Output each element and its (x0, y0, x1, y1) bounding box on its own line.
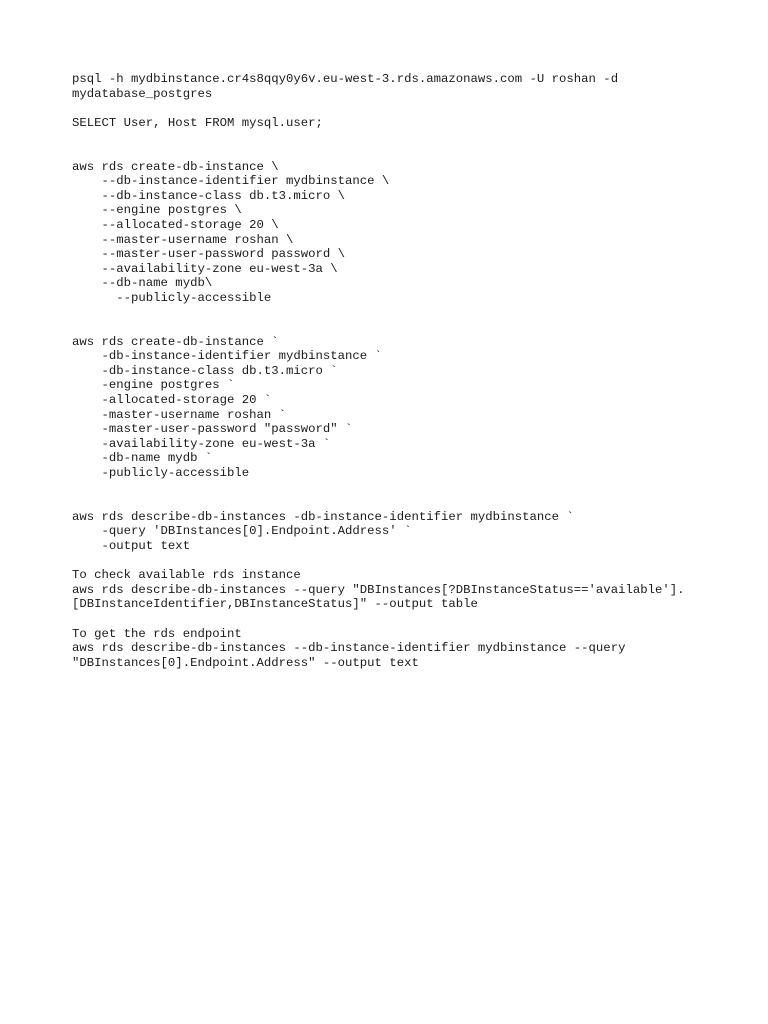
blank-line (72, 101, 732, 116)
text-line: --db-name mydb\ (72, 276, 213, 291)
blank-line (72, 130, 732, 145)
text-line: --db-instance-class db.t3.micro \ (72, 188, 346, 203)
text-line: aws rds create-db-instance \ (72, 159, 279, 174)
text-line: -master-username roshan ` (72, 407, 287, 422)
text-line: -publicly-accessible (72, 466, 250, 481)
text-line: "DBInstances[0].Endpoint.Address" --output text (72, 655, 419, 670)
text-line: -db-instance-identifier mydbinstance ` (72, 349, 382, 364)
blank-line (72, 554, 732, 569)
blank-line (72, 495, 732, 510)
text-line: -db-instance-class db.t3.micro ` (72, 363, 338, 378)
text-line: To get the rds endpoint (72, 626, 242, 641)
text-line: To check available rds instance (72, 568, 301, 583)
text-line: SELECT User, Host FROM mysql.user; (72, 115, 323, 130)
text-line: -availability-zone eu-west-3a ` (72, 436, 331, 451)
text-line: --publicly-accessible (72, 290, 272, 305)
text-line: -db-name mydb ` (72, 451, 213, 466)
blank-line (72, 320, 732, 335)
blank-line (72, 481, 732, 496)
text-line: --allocated-storage 20 \ (72, 217, 279, 232)
text-line: aws rds create-db-instance ` (72, 334, 279, 349)
text-line: -output text (72, 539, 191, 553)
text-line: --db-instance-identifier mydbinstance \ (72, 174, 390, 189)
text-line: aws rds describe-db-instances -db-instance-identifier mydbinstance ` (72, 509, 574, 524)
text-line: aws rds describe-db-instances --query "DBInstances[?DBInstanceStatus=='available']. (72, 582, 685, 597)
text-line: psql -h mydbinstance.cr4s8qqy0y6v.eu-west-3.rds.amazonaws.com -U roshan -d (72, 72, 619, 86)
text-line: --master-user-password password \ (72, 247, 346, 262)
document-body (72, 72, 732, 670)
blank-line (72, 306, 732, 321)
blank-line (72, 145, 732, 160)
text-line: --engine postgres \ (72, 203, 242, 218)
text-line: --availability-zone eu-west-3a \ (72, 261, 338, 276)
text-line: --master-username roshan \ (72, 232, 294, 247)
text-line: -query 'DBInstances[0].Endpoint.Address' ` (72, 524, 412, 539)
text-line: -engine postgres ` (72, 378, 235, 393)
text-line: [DBInstanceIdentifier,DBInstanceStatus]" --output table (72, 597, 478, 612)
text-line: -allocated-storage 20 ` (72, 393, 272, 408)
text-line: -master-user-password "password" ` (72, 422, 353, 437)
text-line: aws rds describe-db-instances --db-instance-identifier mydbinstance --query (72, 641, 626, 656)
text-line: mydatabase_postgres (72, 86, 213, 101)
blank-line (72, 612, 732, 627)
